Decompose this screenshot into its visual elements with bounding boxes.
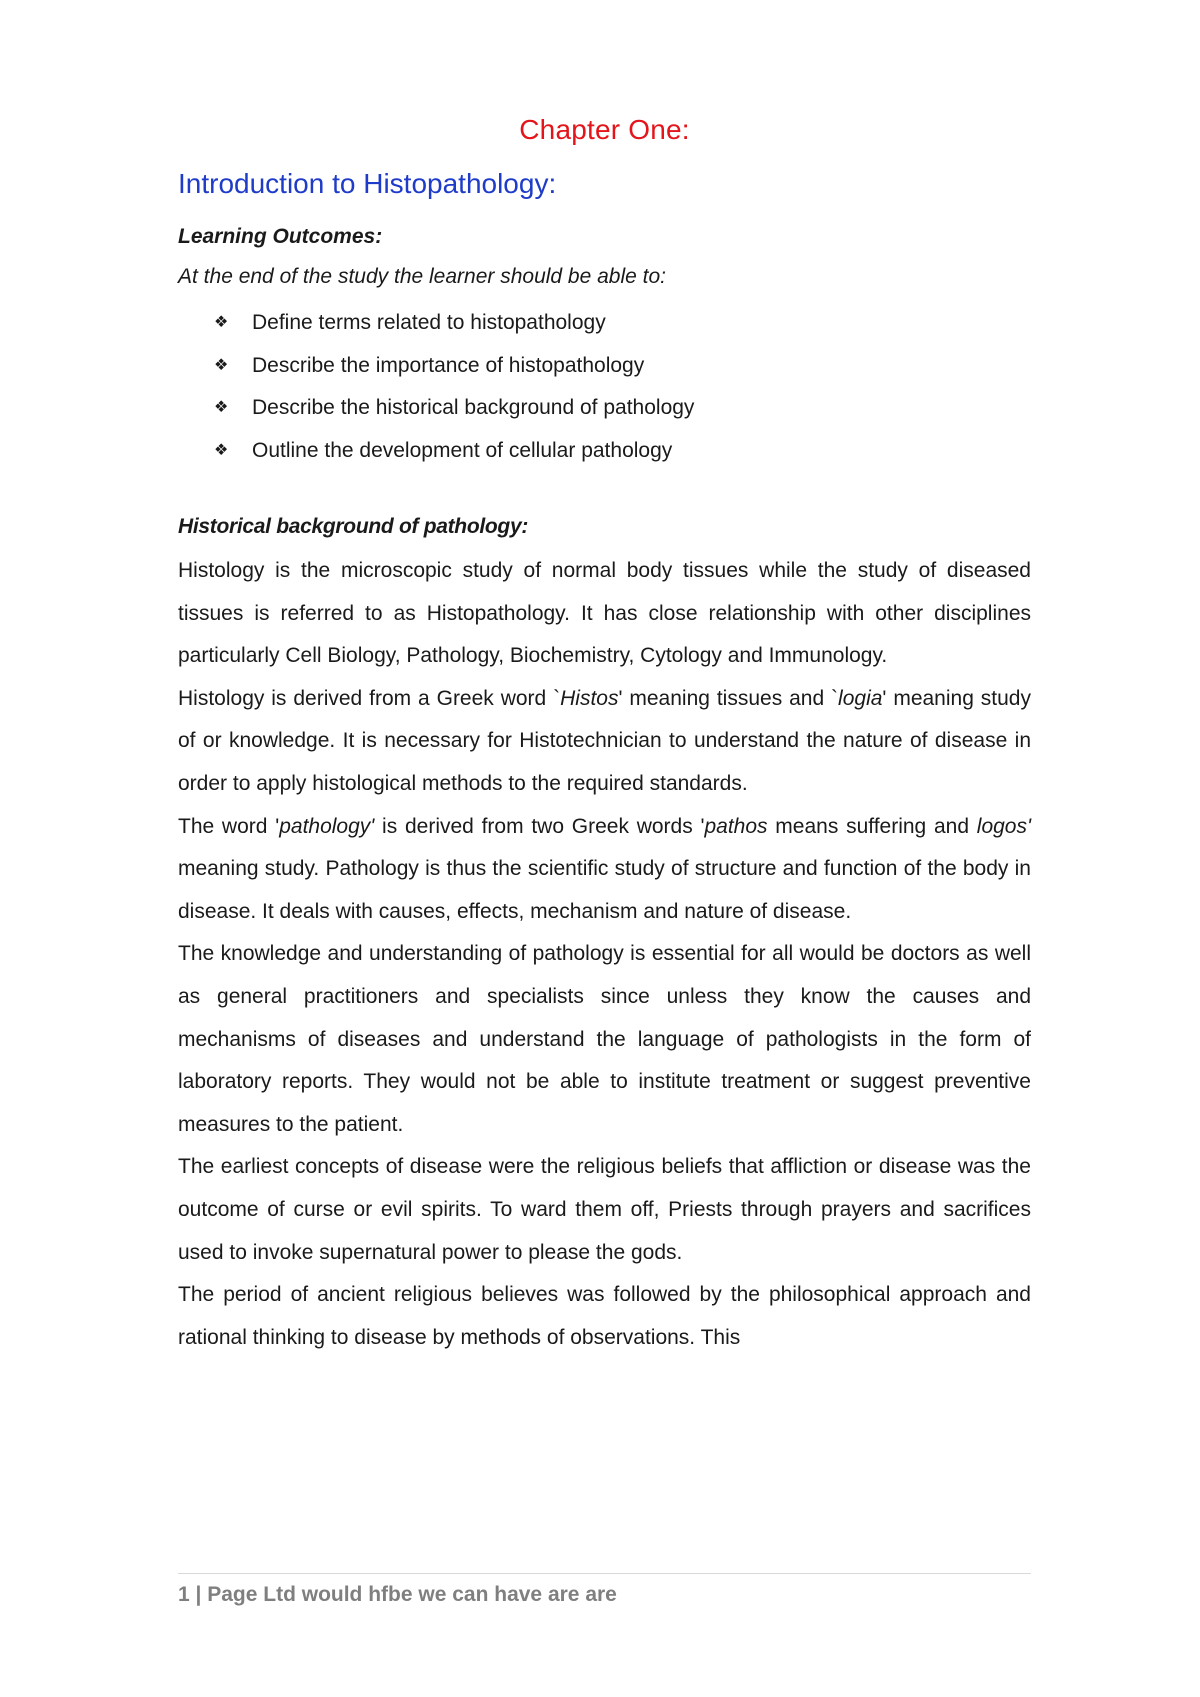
paragraph-pathology-etymology xyxy=(178,806,1031,934)
term-pathology: pathology' xyxy=(279,814,375,838)
text-run: meaning study. Pathology is thus the scientific study of structure and function of the body in disease. It deals with causes, effects, mechanism and nature of disease. xyxy=(178,857,1031,923)
paragraph-religious-beliefs: The earliest concepts of disease were the religious beliefs that affliction or disease was the outcome of curse or evil spirits. To ward them off, Priests through prayers and sacrifices used to invoke supernatural power to please the gods. xyxy=(178,1155,1031,1264)
diamond-bullet-icon: ❖ xyxy=(214,356,229,374)
learning-outcomes-heading: Learning Outcomes: xyxy=(178,225,383,248)
list-item xyxy=(214,430,1031,473)
diamond-bullet-icon: ❖ xyxy=(214,314,229,331)
chapter-title: Chapter One: xyxy=(519,114,690,145)
list-item-text: Define terms related to histopathology xyxy=(252,311,606,334)
term-histos: Histos xyxy=(560,686,619,710)
list-item-text: Describe the historical background of pathology xyxy=(252,396,695,419)
term-logos: logos' xyxy=(976,814,1031,838)
historical-background-heading: Historical background of pathology: xyxy=(178,515,529,538)
text-run: Histology is derived from a Greek word ` xyxy=(178,686,561,710)
text-run: means suffering and xyxy=(767,814,977,838)
diamond-bullet-icon: ❖ xyxy=(214,399,229,416)
text-run: is derived from two Greek words ' xyxy=(374,814,705,838)
term-pathos: pathos xyxy=(704,814,768,838)
paragraph-histology-definition: Histology is the microscopic study of normal body tissues while the study of diseased tissues is referred to as Histopathology. It has close relationship with other disciplines particularly Cell Biology, Pathology, Biochemistry, Cytology and Immunology. xyxy=(178,559,1031,668)
paragraph-pathology-importance: The knowledge and understanding of pathology is essential for all would be doctors as well as general practitioners and specialists since unless they know the causes and mechanisms of diseases and understand the language of pathologists in the form of laboratory reports. They would not be able to institute treatment or suggest preventive measures to the patient. xyxy=(178,942,1031,1136)
term-logia: logia xyxy=(838,686,883,710)
footer-divider xyxy=(178,1573,1031,1574)
section-title: Introduction to Histopathology: xyxy=(178,168,557,199)
paragraph-histology-etymology xyxy=(178,678,1031,806)
paragraph-philosophical-approach: The period of ancient religious believes was followed by the philosophical approach and rational thinking to disease by methods of observations. This xyxy=(178,1283,1031,1349)
page-content xyxy=(178,108,1031,1359)
list-item xyxy=(214,345,1031,388)
page-footer: 1 | Page Ltd would hfbe we can have are are xyxy=(178,1583,617,1606)
diamond-bullet-icon: ❖ xyxy=(214,441,229,459)
body-text xyxy=(178,550,1031,1359)
list-item xyxy=(214,387,1031,430)
list-item xyxy=(214,302,1031,345)
learning-outcomes-list xyxy=(178,302,1031,472)
list-item-text: Describe the importance of histopathology xyxy=(252,353,645,377)
text-run: The word ' xyxy=(178,814,280,838)
learning-outcomes-intro: At the end of the study the learner should be able to: xyxy=(178,265,667,288)
list-item-text: Outline the development of cellular pathology xyxy=(252,438,673,462)
text-run: ' meaning tissues and ` xyxy=(618,686,839,710)
text-run: ' meaning study of or knowledge. It is necessary for Histotechnician to understand the nature of disease in order to apply histological methods to the required standards. xyxy=(178,686,1031,795)
